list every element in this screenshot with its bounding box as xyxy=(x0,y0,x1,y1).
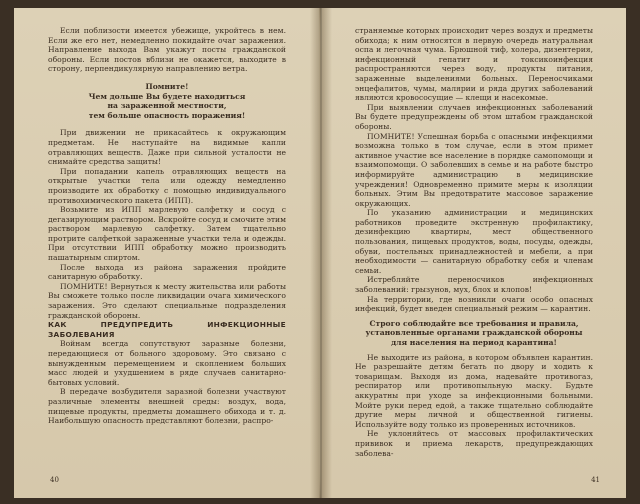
paragraph: Истребляйте переносчиков инфекционных заболеваний: грызунов, мух, блох и клопов! xyxy=(355,275,593,295)
book-spread xyxy=(14,8,626,498)
paragraph: После выхода из района заражения пройдите санитарную обработку. xyxy=(48,262,286,282)
page-number: 40 xyxy=(50,476,59,484)
notice-line: Чем дольше Вы будете находиться xyxy=(88,91,246,101)
notice-line: на зараженной местности, xyxy=(107,101,227,111)
paragraph: Не выходите из района, в котором объявлен карантин. Не разрешайте детям бегать по двору и ходить к товарищам. Выходя из дома, надевайте противогаз, респиратор или противопыльную маску. Будьте аккуратны при уходе за инфекционными больными. Мойте руки перед едой, а также тщательно соблюдайте другие меры личной и общественной гигиены. Используйте воду только из проверенных источников. xyxy=(355,352,593,429)
paragraph: При движении не прикасайтесь к окружающим предметам. Не наступайте на видимые капли отравляющих веществ. Даже при сильной усталости не снимайте средства защиты! xyxy=(48,128,286,167)
paragraph: ПОМНИТЕ! Успешная борьба с опасными инфекциями возможна только в том случае, если в этом примет активное участие все население в порядке самопомощи и взаимопомощи. О заболевших в семье и на работе быстро информируйте администрацию в медицинские учреждения! Одновременно примите меры к изоляции больных. Этим Вы предотвратите массовое заражение окружающих. xyxy=(355,131,593,208)
paragraph: В передаче возбудителя заразной болезни участвуют различные элементы внешней среды: воздух, вода, пищевые продукты, предметы домашнего обихода и т. д. Наибольшую опасность представляют болезни, распро- xyxy=(48,387,286,426)
paragraph: При попадании капель отравляющих веществ на открытые участки тела или одежду немедленно производите их обработку с помощью индивидуального противохимического пакета (ИПП). xyxy=(48,166,286,205)
paragraph: Возьмите из ИПП марлевую салфетку и сосуд с дегазирующим раствором. Вскройте сосуд и смочите этим раствором марлевую салфетку. Затем тщательно протрите салфеткой зараженные участки тела и одежды. При отсутствии ИПП обработку можно производить пашатырным спиртом. xyxy=(48,205,286,263)
notice-title: Помните! xyxy=(145,81,189,91)
book-gutter xyxy=(310,8,332,498)
notice-line: установленные органами гражданской обороны xyxy=(365,328,583,338)
paragraph: На территории, где возникли очаги особо опасных инфекций, будет введен специальный режим — карантин. xyxy=(355,294,593,314)
left-column xyxy=(48,26,286,426)
paragraph: Не уклоняйтесь от массовых профилактических прививок и приема лекарств, предупреждающих заболева- xyxy=(355,429,593,458)
notice-line: Строго соблюдайте все требования и правила, xyxy=(369,318,579,328)
notice-line: для населения на период карантина! xyxy=(391,338,557,347)
notice-line: тем больше опасность поражения! xyxy=(88,110,246,120)
paragraph: Если поблизости имеется убежище, укройтесь в нем. Если же его нет, немедленно покидайте очаг заражения. Направление выхода Вам укажут посты гражданской обороны. Если постов вблизи не окажется, выходите в сторону, перпендикулярную направлению ветра. xyxy=(48,26,286,74)
paragraph: При выявлении случаев инфекционных заболеваний Вы будете предупреждены об этом штабом гражданской обороны. xyxy=(355,102,593,131)
left-page xyxy=(14,8,319,498)
right-page xyxy=(321,8,626,498)
paragraph: Войнам всегда сопутствуют заразные болезни, передающиеся от больного здоровому. Это связано с вынужденным перемещением и скоплением больших масс людей и ухудшением в ряде случаев санитарно-бытовых условий. xyxy=(48,339,286,387)
paragraph: По указанию администрации и медицинских работников проведите экстренную профилактику, дезинфекцию квартиры, мест общественного пользования, пищевых продуктов, воды, посуды, одежды, обуви, постельных принадлежностей и мебели, а при необходимости — санитарную обработку себя и членам семьи. xyxy=(355,208,593,275)
paragraph: страняемые которых происходит через воздух и предметы обихода; к ним относятся в первую очередь натуральная оспа и легочная чума. Брюшной тиф, холера, дизентерия, инфекционный гепатит и токсикоинфекция распространяются через воду, продукты питания, зараженные выделениями больных. Переносчиками энцефалитов, чумы, малярии и ряда других заболеваний являются кровососущие — клещи и насекомые. xyxy=(355,26,593,103)
section-heading: КАК ПРЕДУПРЕДИТЬ ИНФЕКЦИОННЫЕ ЗАБОЛЕВАНИЯ xyxy=(48,320,286,339)
page-number: 41 xyxy=(591,476,600,484)
right-column xyxy=(355,26,593,458)
paragraph: ПОМНИТЕ! Вернуться к месту жительства или работы Вы сможете только после ликвидации очага химического заражения. Это сделают специальные подразделения гражданской обороны. xyxy=(48,281,286,320)
